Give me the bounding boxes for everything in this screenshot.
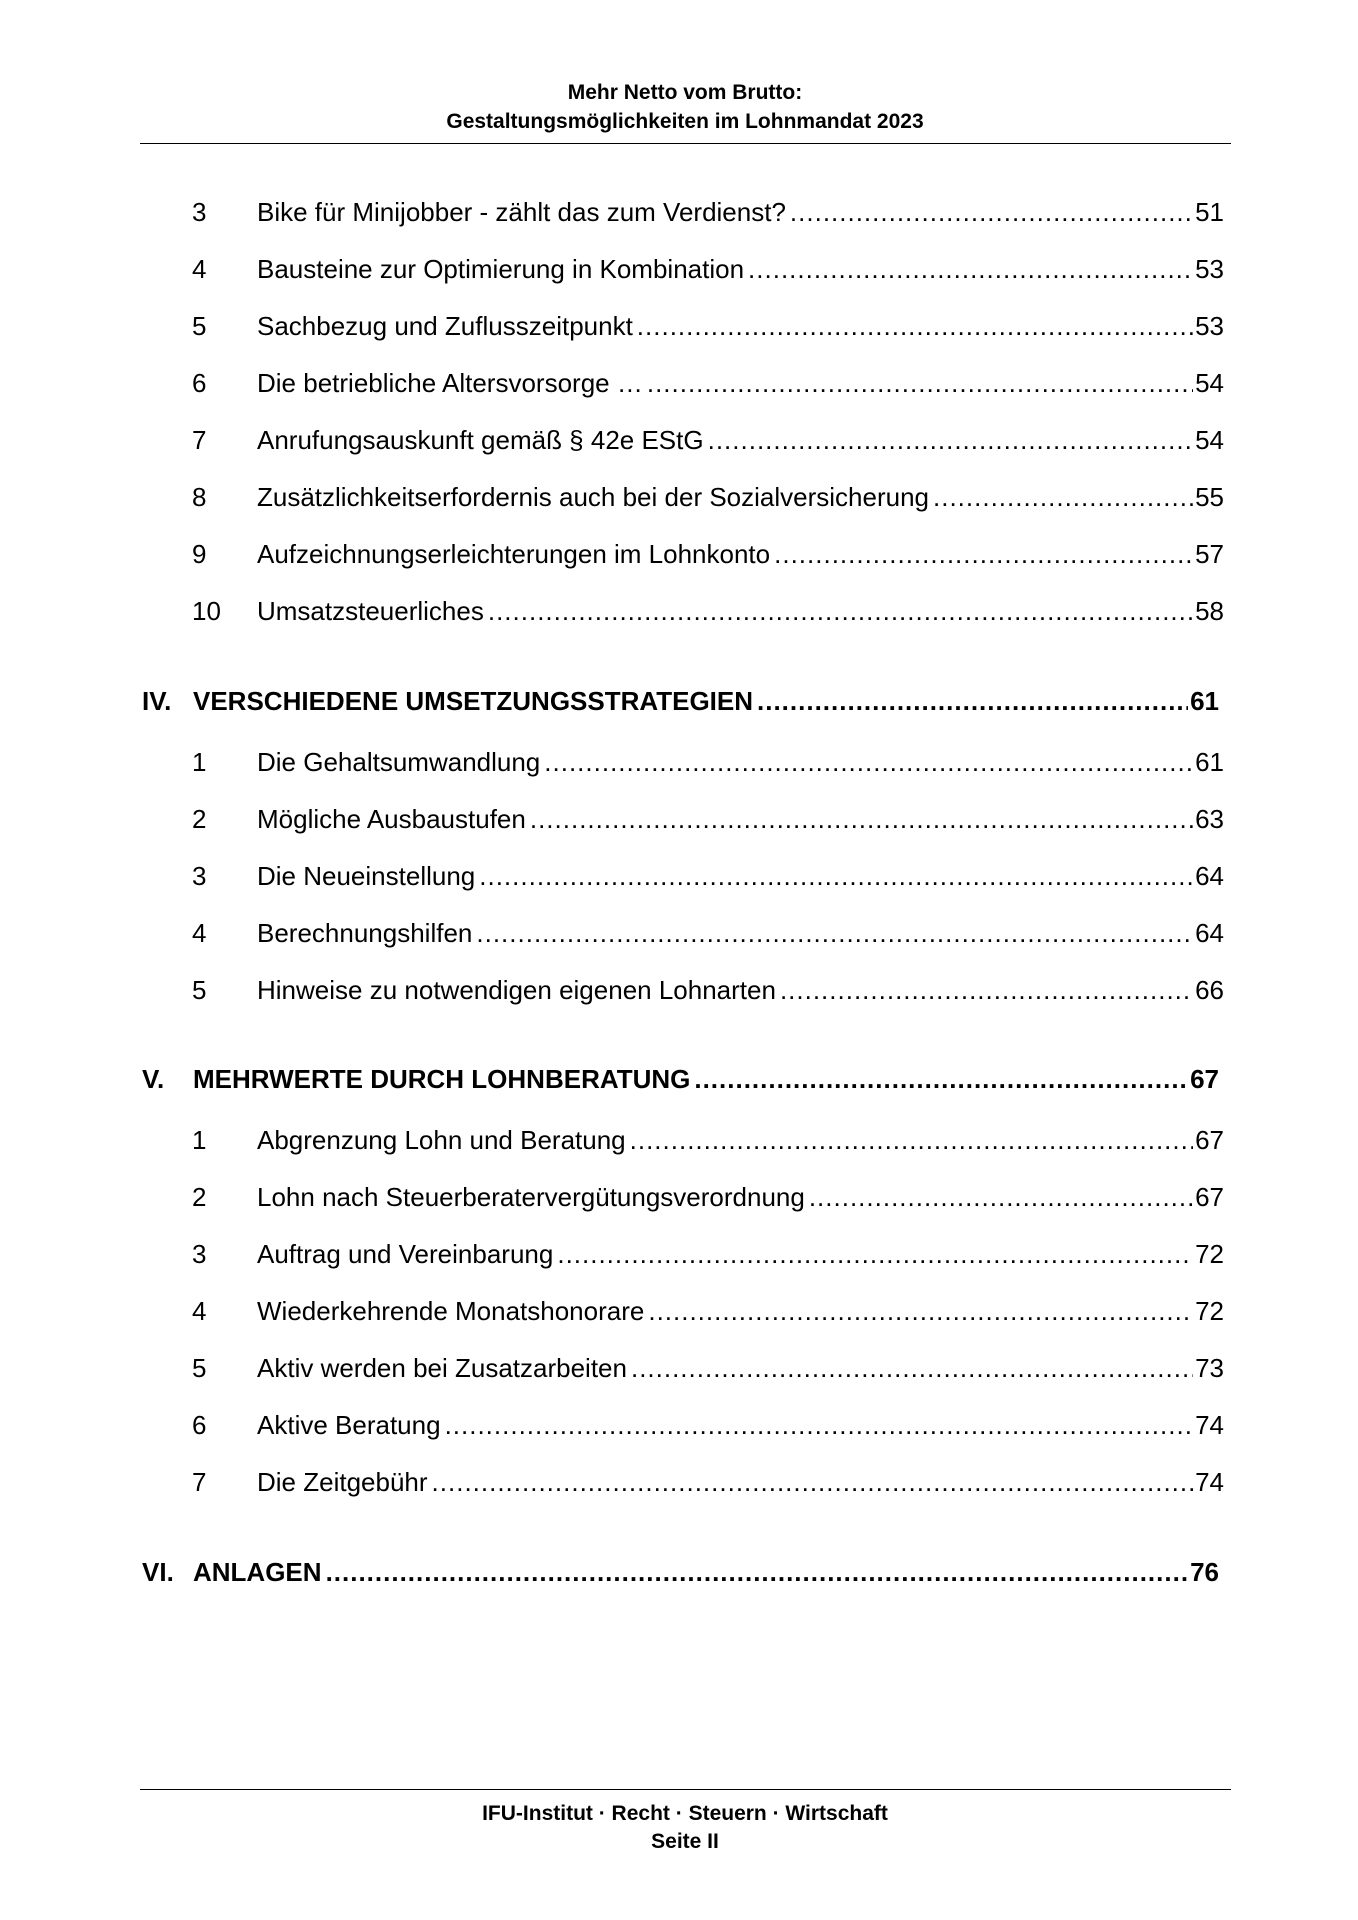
toc-entry-page: 54 [1195,425,1224,455]
toc-entry-page: 53 [1195,311,1224,341]
header-subtitle: Gestaltungsmöglichkeiten im Lohnmandat 2023 [446,110,924,133]
toc-entry-number: 7 [192,1467,207,1497]
page-header [140,78,1230,136]
toc-leader-dots [790,192,1193,232]
toc-entry-title: Aktive Beratung [257,1410,441,1440]
toc-entry-page: 61 [1195,747,1224,777]
header-title: Mehr Netto vom Brutto: [567,81,803,104]
header-divider [140,143,1231,144]
footer-divider [140,1789,1231,1790]
toc-entry[interactable] [0,249,1358,289]
toc-chapter-page: 76 [1190,1557,1219,1587]
toc-entry-page: 73 [1195,1353,1224,1383]
toc-entry-number: 3 [192,197,207,227]
toc-entry-number: 4 [192,918,207,948]
toc-chapter-title: VERSCHIEDENE UMSETZUNGSSTRATEGIEN [193,686,754,716]
toc-entry[interactable] [0,913,1358,953]
toc-leader-dots [757,681,1188,721]
toc-entry-title: Wiederkehrende Monatshonorare [257,1296,645,1326]
toc-leader-dots [774,534,1193,574]
page-footer [140,1800,1230,1856]
toc-entry-number: 4 [192,254,207,284]
toc-leader-dots [326,1552,1189,1592]
toc-chapter[interactable] [0,1552,1358,1592]
toc-entry[interactable] [0,591,1358,631]
toc-entry-page: 64 [1195,918,1224,948]
toc-entry[interactable] [0,1234,1358,1274]
toc-leader-dots [748,249,1193,289]
toc-entry[interactable] [0,1291,1358,1331]
toc-entry-title: Umsatzsteuerliches [257,596,484,626]
toc-entry-number: 6 [192,1410,207,1440]
toc-leader-dots [780,970,1193,1010]
toc-entry-page: 53 [1195,254,1224,284]
toc-entry-page: 72 [1195,1239,1224,1269]
toc-leader-dots [809,1177,1193,1217]
toc-entry-page: 51 [1195,197,1224,227]
toc-entry[interactable] [0,420,1358,460]
toc-entry-page: 74 [1195,1410,1224,1440]
toc-leader-dots [530,799,1193,839]
toc-entry[interactable] [0,477,1358,517]
toc-entry[interactable] [0,192,1358,232]
toc-entry-number: 10 [192,596,221,626]
toc-entry-title: Berechnungshilfen [257,918,473,948]
toc-entry-number: 1 [192,747,207,777]
toc-entry-title: Auftrag und Vereinbarung [257,1239,554,1269]
toc-entry-number: 2 [192,804,207,834]
toc-chapter-number: V. [142,1064,165,1094]
toc-entry-title: Sachbezug und Zuflusszeitpunkt [257,311,633,341]
toc-leader-dots [557,1234,1193,1274]
toc-entry-number: 3 [192,1239,207,1269]
toc-entry-page: 67 [1195,1125,1224,1155]
toc-entry-title: Bausteine zur Optimierung in Kombination [257,254,745,284]
toc-leader-dots [647,363,1193,403]
toc-chapter[interactable] [0,1059,1358,1099]
toc-leader-dots [544,742,1193,782]
toc-leader-dots [694,1059,1188,1099]
toc-entry-title: Die betriebliche Altersvorsorge … [257,368,643,398]
toc-entry-number: 5 [192,1353,207,1383]
toc-leader-dots [630,1120,1193,1160]
toc-entry[interactable] [0,306,1358,346]
toc-entry[interactable] [0,363,1358,403]
toc-leader-dots [648,1291,1193,1331]
toc-entry-page: 63 [1195,804,1224,834]
toc-entry-title: Anrufungsauskunft gemäß § 42e EStG [257,425,704,455]
toc-entry-title: Lohn nach Steuerberatervergütungsverordnung [257,1182,805,1212]
toc-entry-title: Die Neueinstellung [257,861,476,891]
toc-entry-number: 8 [192,482,207,512]
toc-leader-dots [631,1348,1193,1388]
toc-entry-number: 6 [192,368,207,398]
toc-entry-page: 72 [1195,1296,1224,1326]
toc-entry-title: Abgrenzung Lohn und Beratung [257,1125,626,1155]
toc-entry-page: 55 [1195,482,1224,512]
toc-entry-page: 57 [1195,539,1224,569]
toc-leader-dots [933,477,1193,517]
toc-leader-dots [479,856,1193,896]
toc-leader-dots [637,306,1193,346]
toc-entry-page: 67 [1195,1182,1224,1212]
toc-entry-number: 5 [192,311,207,341]
toc-entry[interactable] [0,1462,1358,1502]
page-number: Seite II [651,1830,719,1853]
toc-entry-page: 64 [1195,861,1224,891]
toc-entry-page: 74 [1195,1467,1224,1497]
toc-entry[interactable] [0,1405,1358,1445]
toc-chapter[interactable] [0,681,1358,721]
toc-entry-page: 58 [1195,596,1224,626]
toc-entry-number: 9 [192,539,207,569]
toc-entry-title: Zusätzlichkeitserfordernis auch bei der Sozialversicherung [257,482,929,512]
toc-leader-dots [488,591,1193,631]
toc-entry[interactable] [0,1348,1358,1388]
toc-entry-number: 5 [192,975,207,1005]
toc-leader-dots [445,1405,1194,1445]
toc-entry-title: Aufzeichnungserleichterungen im Lohnkonto [257,539,771,569]
toc-entry-number: 4 [192,1296,207,1326]
toc-entry[interactable] [0,970,1358,1010]
toc-entry[interactable] [0,742,1358,782]
toc-chapter-number: VI. [142,1557,174,1587]
toc-entry[interactable] [0,1177,1358,1217]
toc-chapter-title: ANLAGEN [193,1557,322,1587]
toc-entry-title: Hinweise zu notwendigen eigenen Lohnarten [257,975,776,1005]
toc-leader-dots [432,1462,1194,1502]
toc-entry-number: 7 [192,425,207,455]
toc-entry-number: 2 [192,1182,207,1212]
toc-entry-page: 54 [1195,368,1224,398]
toc-entry-page: 66 [1195,975,1224,1005]
toc-chapter-page: 61 [1190,686,1219,716]
toc-leader-dots [476,913,1193,953]
toc-entry[interactable] [0,534,1358,574]
toc-entry-title: Die Gehaltsumwandlung [257,747,541,777]
toc-entry-title: Bike für Minijobber - zählt das zum Verdienst? [257,197,786,227]
toc-entry-title: Aktiv werden bei Zusatzarbeiten [257,1353,627,1383]
toc-chapter-page: 67 [1190,1064,1219,1094]
toc-chapter-title: MEHRWERTE DURCH LOHNBERATUNG [193,1064,691,1094]
footer-publisher: IFU-Institut · Recht · Steuern · Wirtschaft [482,1802,888,1825]
toc-entry[interactable] [0,856,1358,896]
toc-entry[interactable] [0,799,1358,839]
toc-chapter-number: IV. [142,686,172,716]
toc-entry[interactable] [0,1120,1358,1160]
toc-entry-number: 1 [192,1125,207,1155]
toc-entry-title: Die Zeitgebühr [257,1467,428,1497]
toc-leader-dots [708,420,1193,460]
toc-entry-title: Mögliche Ausbaustufen [257,804,526,834]
toc-entry-number: 3 [192,861,207,891]
